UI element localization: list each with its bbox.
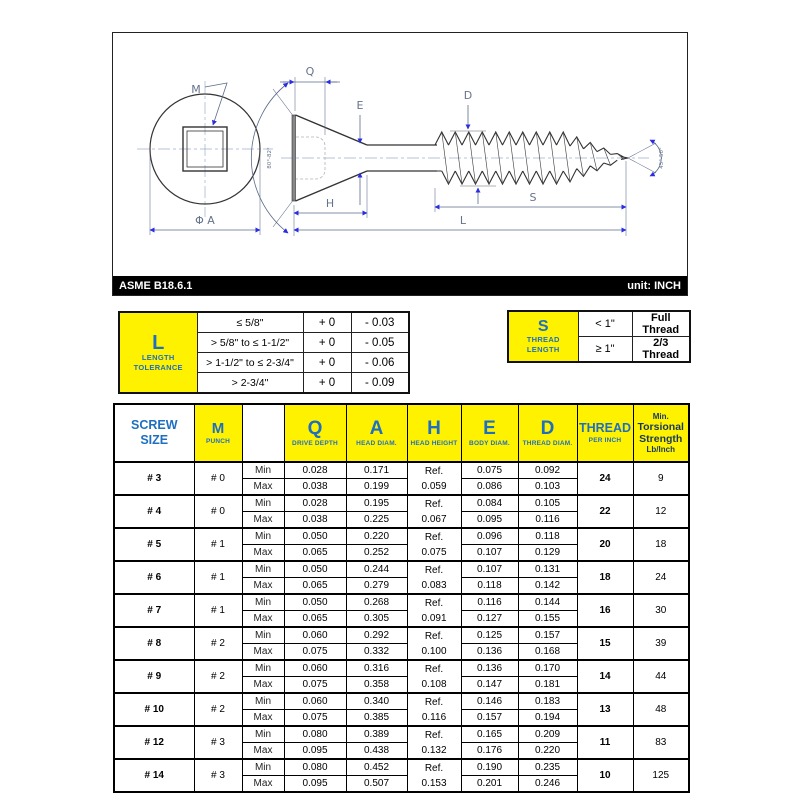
cell-screw-size: # 6 <box>114 561 194 594</box>
cell-min-label: Min <box>242 726 284 743</box>
cell-drive-depth-max: 0.038 <box>284 512 346 529</box>
cell-torsional-strength: 44 <box>633 660 689 693</box>
cell-drive-depth-max: 0.065 <box>284 611 346 628</box>
head-height-value: 0.108 <box>421 678 447 690</box>
body-diameter-label: E <box>356 99 364 112</box>
head-angle-label: 80°-82° <box>267 147 273 169</box>
cell-thread-diam-max: 0.181 <box>518 677 577 694</box>
cell-screw-size: # 14 <box>114 759 194 792</box>
cell-thread-diam-min: 0.157 <box>518 627 577 644</box>
cell-max-label: Max <box>242 710 284 727</box>
tolerance-range: > 5/8" to ≤ 1-1/2" <box>197 333 303 353</box>
punch-leader-line <box>205 83 227 125</box>
cell-max-label: Max <box>242 776 284 793</box>
cell-punch: # 2 <box>194 627 242 660</box>
head-height-ref: Ref. <box>424 630 444 642</box>
cell-body-diam-min: 0.096 <box>461 528 518 545</box>
cell-min-label: Min <box>242 594 284 611</box>
table-row <box>114 561 689 578</box>
screw-length-label: L <box>459 214 467 227</box>
cell-drive-depth-min: 0.060 <box>284 660 346 677</box>
thread-length-value: 2/3 Thread <box>632 337 690 363</box>
head-height-ref: Ref. <box>424 564 444 576</box>
cell-thread-diam-min: 0.092 <box>518 462 577 479</box>
thread-length-value: Full Thread <box>632 311 690 337</box>
cell-drive-depth-min: 0.080 <box>284 726 346 743</box>
cell-drive-depth-min: 0.050 <box>284 561 346 578</box>
cell-body-diam-min: 0.190 <box>461 759 518 776</box>
cell-head-height <box>407 660 461 693</box>
cell-punch: # 2 <box>194 660 242 693</box>
cell-min-label: Min <box>242 759 284 776</box>
cell-thread-diam-min: 0.183 <box>518 693 577 710</box>
cell-punch: # 3 <box>194 759 242 792</box>
cell-punch: # 1 <box>194 561 242 594</box>
cell-max-label: Max <box>242 479 284 496</box>
cell-thread-per-inch: 16 <box>577 594 633 627</box>
cell-thread-per-inch: 10 <box>577 759 633 792</box>
cell-torsional-strength: 18 <box>633 528 689 561</box>
cell-body-diam-max: 0.157 <box>461 710 518 727</box>
header-torsional-strength: Min. Torsional Strength Lb/Inch <box>633 404 689 462</box>
header-thread-diam: D THREAD DIAM. <box>518 404 577 462</box>
cell-torsional-strength: 125 <box>633 759 689 792</box>
cell-body-diam-max: 0.136 <box>461 644 518 661</box>
cell-min-label: Min <box>242 528 284 545</box>
head-height-value: 0.059 <box>421 480 447 492</box>
table-row <box>114 462 689 479</box>
cell-thread-diam-max: 0.194 <box>518 710 577 727</box>
head-height-ref: Ref. <box>424 762 444 774</box>
tolerance-minus: - 0.09 <box>351 373 409 394</box>
cell-torsional-strength: 9 <box>633 462 689 495</box>
point-angle-label: 45°-50° <box>659 147 665 169</box>
cell-thread-diam-min: 0.105 <box>518 495 577 512</box>
header-screw-size: SCREW SIZE <box>114 404 194 462</box>
cell-head-diam-max: 0.332 <box>346 644 407 661</box>
table-row <box>114 759 689 776</box>
cell-head-diam-min: 0.195 <box>346 495 407 512</box>
cell-drive-depth-max: 0.095 <box>284 776 346 793</box>
cell-thread-diam-max: 0.220 <box>518 743 577 760</box>
head-height-ref: Ref. <box>424 531 444 543</box>
cell-min-label: Min <box>242 693 284 710</box>
cell-head-diam-min: 0.316 <box>346 660 407 677</box>
cell-thread-diam-max: 0.116 <box>518 512 577 529</box>
tolerance-minus: - 0.06 <box>351 353 409 373</box>
cell-thread-diam-min: 0.118 <box>518 528 577 545</box>
cell-thread-diam-min: 0.131 <box>518 561 577 578</box>
cell-drive-depth-min: 0.060 <box>284 693 346 710</box>
cell-head-height <box>407 726 461 759</box>
tolerance-range: ≤ 5/8" <box>197 312 303 333</box>
tolerance-range: > 1-1/2" to ≤ 2-3/4" <box>197 353 303 373</box>
cell-screw-size: # 10 <box>114 693 194 726</box>
cell-thread-per-inch: 24 <box>577 462 633 495</box>
cell-body-diam-min: 0.107 <box>461 561 518 578</box>
cell-head-height <box>407 561 461 594</box>
cell-torsional-strength: 24 <box>633 561 689 594</box>
cell-head-diam-min: 0.452 <box>346 759 407 776</box>
cell-body-diam-max: 0.095 <box>461 512 518 529</box>
drawing-title-bar <box>113 276 687 295</box>
cell-torsional-strength: 83 <box>633 726 689 759</box>
cell-screw-size: # 5 <box>114 528 194 561</box>
cell-thread-diam-max: 0.142 <box>518 578 577 595</box>
header-body-diam: E BODY DIAM. <box>461 404 518 462</box>
cell-body-diam-max: 0.176 <box>461 743 518 760</box>
header-head-diam: A HEAD DIAM. <box>346 404 407 462</box>
cell-drive-depth-min: 0.080 <box>284 759 346 776</box>
header-drive-depth: Q DRIVE DEPTH <box>284 404 346 462</box>
cell-head-height <box>407 693 461 726</box>
cell-torsional-strength: 30 <box>633 594 689 627</box>
cell-head-diam-max: 0.385 <box>346 710 407 727</box>
technical-drawing-panel <box>112 32 688 296</box>
head-diameter-label: Φ A <box>195 214 215 227</box>
table-row <box>114 726 689 743</box>
cell-body-diam-min: 0.125 <box>461 627 518 644</box>
cell-head-diam-max: 0.225 <box>346 512 407 529</box>
cell-thread-diam-max: 0.246 <box>518 776 577 793</box>
cell-screw-size: # 8 <box>114 627 194 660</box>
thread-length-label: S <box>529 191 537 204</box>
cell-drive-depth-min: 0.028 <box>284 495 346 512</box>
cell-head-diam-min: 0.292 <box>346 627 407 644</box>
cell-body-diam-min: 0.075 <box>461 462 518 479</box>
cell-head-height <box>407 759 461 792</box>
cell-screw-size: # 7 <box>114 594 194 627</box>
header-head-height: H HEAD HEIGHT <box>407 404 461 462</box>
cell-body-diam-max: 0.118 <box>461 578 518 595</box>
cell-max-label: Max <box>242 644 284 661</box>
cell-drive-depth-min: 0.060 <box>284 627 346 644</box>
cell-drive-depth-min: 0.050 <box>284 594 346 611</box>
cell-drive-depth-max: 0.065 <box>284 578 346 595</box>
cell-thread-diam-min: 0.209 <box>518 726 577 743</box>
cell-min-label: Min <box>242 627 284 644</box>
cell-punch: # 1 <box>194 528 242 561</box>
cell-thread-diam-min: 0.144 <box>518 594 577 611</box>
cell-max-label: Max <box>242 578 284 595</box>
head-height-value: 0.083 <box>421 579 447 591</box>
table-row <box>114 528 689 545</box>
cell-punch: # 0 <box>194 495 242 528</box>
head-height-value: 0.100 <box>421 645 447 657</box>
length-tolerance-header-cell: L LENGTH TOLERANCE <box>119 312 197 393</box>
cell-head-diam-max: 0.199 <box>346 479 407 496</box>
table-row <box>114 693 689 710</box>
cell-head-height <box>407 594 461 627</box>
head-height-ref: Ref. <box>424 696 444 708</box>
cell-head-diam-min: 0.389 <box>346 726 407 743</box>
cell-drive-depth-max: 0.075 <box>284 677 346 694</box>
cell-head-diam-max: 0.305 <box>346 611 407 628</box>
tolerance-minus: - 0.03 <box>351 312 409 333</box>
tolerance-plus: + 0 <box>303 333 351 353</box>
thread-length-condition: ≥ 1" <box>578 337 632 363</box>
cell-head-diam-min: 0.244 <box>346 561 407 578</box>
tolerance-minus: - 0.05 <box>351 333 409 353</box>
screw-dimensions-table <box>113 403 690 793</box>
cell-head-height <box>407 627 461 660</box>
cell-torsional-strength: 39 <box>633 627 689 660</box>
head-height-ref: Ref. <box>424 465 444 477</box>
cell-thread-diam-max: 0.103 <box>518 479 577 496</box>
unit-label: unit: INCH <box>627 279 681 292</box>
tolerance-plus: + 0 <box>303 373 351 394</box>
cell-drive-depth-max: 0.065 <box>284 545 346 562</box>
cell-max-label: Max <box>242 677 284 694</box>
cell-drive-depth-max: 0.075 <box>284 644 346 661</box>
cell-head-height <box>407 528 461 561</box>
cell-thread-per-inch: 11 <box>577 726 633 759</box>
head-height-value: 0.132 <box>421 744 447 756</box>
cell-body-diam-max: 0.107 <box>461 545 518 562</box>
head-flat-face <box>292 115 296 201</box>
cell-head-diam-min: 0.340 <box>346 693 407 710</box>
cell-drive-depth-min: 0.050 <box>284 528 346 545</box>
table-row <box>114 594 689 611</box>
cell-thread-per-inch: 20 <box>577 528 633 561</box>
cell-drive-depth-max: 0.095 <box>284 743 346 760</box>
cell-head-height <box>407 462 461 495</box>
thread-length-code: S <box>537 318 549 336</box>
main-table-header-row <box>114 404 689 462</box>
cell-thread-per-inch: 14 <box>577 660 633 693</box>
cell-drive-depth-max: 0.038 <box>284 479 346 496</box>
cell-thread-diam-max: 0.168 <box>518 644 577 661</box>
cell-punch: # 2 <box>194 693 242 726</box>
head-top-view <box>137 81 273 235</box>
cell-max-label: Max <box>242 545 284 562</box>
screw-drawing <box>113 33 687 276</box>
cell-thread-diam-max: 0.129 <box>518 545 577 562</box>
header-punch: M PUNCH <box>194 404 242 462</box>
cell-max-label: Max <box>242 743 284 760</box>
cell-body-diam-min: 0.165 <box>461 726 518 743</box>
length-tolerance-table <box>118 311 410 394</box>
cell-body-diam-min: 0.084 <box>461 495 518 512</box>
head-height-ref: Ref. <box>424 663 444 675</box>
cell-min-label: Min <box>242 495 284 512</box>
header-thread-per-inch: THREAD PER INCH <box>577 404 633 462</box>
head-height-value: 0.091 <box>421 612 447 624</box>
cell-body-diam-min: 0.136 <box>461 660 518 677</box>
cell-head-diam-max: 0.507 <box>346 776 407 793</box>
head-height-ref: Ref. <box>424 498 444 510</box>
cell-head-diam-min: 0.268 <box>346 594 407 611</box>
screw-side-view <box>251 65 665 236</box>
cell-thread-per-inch: 13 <box>577 693 633 726</box>
cell-head-diam-min: 0.220 <box>346 528 407 545</box>
head-height-ref: Ref. <box>424 597 444 609</box>
cell-screw-size: # 4 <box>114 495 194 528</box>
cell-thread-per-inch: 15 <box>577 627 633 660</box>
cell-torsional-strength: 12 <box>633 495 689 528</box>
cell-head-diam-max: 0.279 <box>346 578 407 595</box>
head-height-value: 0.075 <box>421 546 447 558</box>
head-height-ref: Ref. <box>424 729 444 741</box>
cell-screw-size: # 12 <box>114 726 194 759</box>
tolerance-plus: + 0 <box>303 312 351 333</box>
cell-screw-size: # 3 <box>114 462 194 495</box>
cell-head-diam-max: 0.252 <box>346 545 407 562</box>
header-minmax <box>242 404 284 462</box>
cell-min-label: Min <box>242 660 284 677</box>
tolerance-range: > 2-3/4" <box>197 373 303 394</box>
thread-length-condition: < 1" <box>578 311 632 337</box>
cell-body-diam-max: 0.086 <box>461 479 518 496</box>
cell-body-diam-min: 0.146 <box>461 693 518 710</box>
length-tolerance-code: L <box>152 332 165 355</box>
cell-body-diam-max: 0.127 <box>461 611 518 628</box>
cell-punch: # 1 <box>194 594 242 627</box>
cell-screw-size: # 9 <box>114 660 194 693</box>
cell-punch: # 3 <box>194 726 242 759</box>
table-row <box>114 627 689 644</box>
cell-thread-diam-min: 0.170 <box>518 660 577 677</box>
table-row <box>114 660 689 677</box>
cell-min-label: Min <box>242 462 284 479</box>
cell-head-height <box>407 495 461 528</box>
thread-length-table <box>507 310 691 363</box>
drive-depth-label: Q <box>305 65 315 78</box>
cell-torsional-strength: 48 <box>633 693 689 726</box>
cell-thread-per-inch: 22 <box>577 495 633 528</box>
cell-punch: # 0 <box>194 462 242 495</box>
cell-max-label: Max <box>242 611 284 628</box>
head-height-value: 0.153 <box>421 777 447 789</box>
head-height-value: 0.067 <box>421 513 447 525</box>
tolerance-plus: + 0 <box>303 353 351 373</box>
cell-head-diam-max: 0.358 <box>346 677 407 694</box>
cell-body-diam-max: 0.147 <box>461 677 518 694</box>
head-height-label: H <box>325 197 335 210</box>
punch-label: M <box>191 83 201 96</box>
cell-body-diam-min: 0.116 <box>461 594 518 611</box>
cell-thread-diam-min: 0.235 <box>518 759 577 776</box>
cell-head-diam-min: 0.171 <box>346 462 407 479</box>
cell-body-diam-max: 0.201 <box>461 776 518 793</box>
head-height-value: 0.116 <box>421 711 447 723</box>
thread-diameter-label: D <box>463 89 473 102</box>
cell-drive-depth-max: 0.075 <box>284 710 346 727</box>
cell-thread-diam-max: 0.155 <box>518 611 577 628</box>
standard-label: ASME B18.6.1 <box>119 279 193 292</box>
cell-min-label: Min <box>242 561 284 578</box>
cell-max-label: Max <box>242 512 284 529</box>
cell-drive-depth-min: 0.028 <box>284 462 346 479</box>
table-row <box>114 495 689 512</box>
cell-head-diam-max: 0.438 <box>346 743 407 760</box>
cell-thread-per-inch: 18 <box>577 561 633 594</box>
thread-length-header-cell: S THREAD LENGTH <box>508 311 578 362</box>
